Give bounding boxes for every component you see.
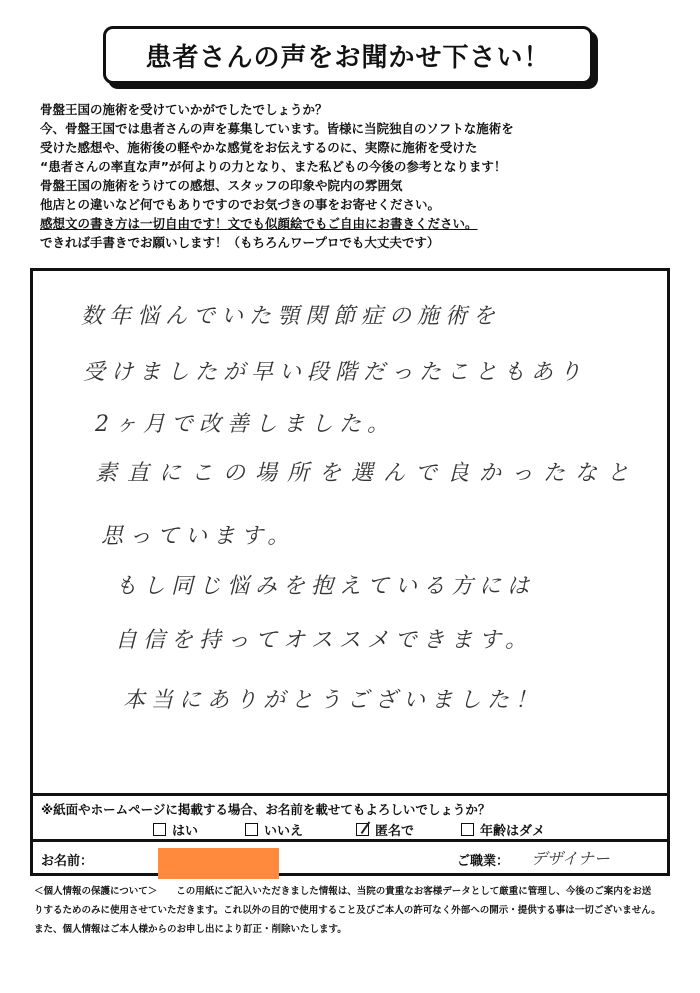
intro-line: “患者さんの率直な声”が何よりの力となり、また私どもの今後の参考となります！: [40, 159, 507, 174]
page-title: 患者さんの声をお聞かせ下さい！: [103, 26, 593, 84]
option-label: 匿名で: [375, 824, 415, 839]
privacy-line: ＜個人情報の保護について＞ この用紙にご記入いただきました情報は、当院の貴重なお客様データとして厳重に管理し、今後のご案内をお送: [34, 886, 652, 897]
option-label: 年齢はダメ: [480, 824, 546, 839]
job-label: ご職業：: [457, 854, 510, 869]
option-yes[interactable]: [153, 820, 198, 839]
job-value[interactable]: デザイナー: [531, 849, 610, 868]
feedback-form: [30, 268, 670, 876]
handwritten-line: もし同じ悩みを抱えている方には: [115, 574, 536, 599]
option-label: いいえ: [264, 824, 304, 839]
privacy-notice: [34, 882, 670, 939]
intro-text: [40, 100, 670, 252]
message-area[interactable]: [33, 271, 667, 796]
privacy-line: また、個人情報はご本人様からのお申し出により訂正・削除いたします。: [34, 924, 347, 935]
checkbox[interactable]: [153, 823, 166, 836]
intro-line: 骨盤王国の施術を受けていかがでしたでしょうか？: [40, 102, 328, 117]
consent-section: [33, 796, 667, 842]
option-no[interactable]: [245, 820, 303, 839]
handwritten-line: 本当にありがとうございました！: [123, 688, 544, 713]
intro-line: できれば手書きでお願いします！（もちろんワープロでも大丈夫です）: [40, 235, 440, 250]
handwritten-line: 素直にこの場所を選んで良かったなと: [95, 461, 640, 486]
intro-line: 今、骨盤王国では患者さんの声を募集しています。皆様に当院独自のソフトな施術を: [40, 121, 514, 136]
intro-line: 骨盤王国の施術をうけての感想、スタッフの印象や院内の雰囲気: [40, 178, 403, 193]
handwritten-line: 自信を持ってオススメできます。: [115, 628, 534, 653]
option-label: はい: [172, 824, 199, 839]
handwritten-line: 数年悩んでいた顎関節症の施術を: [81, 304, 502, 329]
consent-question: ※紙面やホームページに掲載する場合、お名前を載せてもよろしいでしょうか？: [41, 802, 491, 817]
name-label: お名前：: [41, 854, 94, 869]
handwritten-line: 受けましたが早い段階だったこともあり: [83, 360, 588, 385]
option-anonymous[interactable]: [356, 820, 414, 839]
checkbox[interactable]: [461, 823, 474, 836]
intro-line-underlined: 感想文の書き方は一切自由です！文でも似顔絵でもご自由にお書きください。: [40, 216, 478, 231]
intro-line: 他店との違いなど何でもありですのでお気づきの事をお寄せください。: [40, 197, 441, 212]
name-row: [33, 842, 667, 873]
handwritten-line: 2ヶ月で改善しました。: [95, 412, 395, 437]
privacy-line: りするためのみに使用させていただきます。これ以外の目的で使用すること及びご本人の許可なく外部への開示・提供する事は一切ございません。: [34, 905, 661, 916]
name-redaction: [158, 848, 279, 879]
checkbox-checked[interactable]: [356, 823, 369, 836]
intro-line: 受けた感想や、施術後の軽やかな感覚をお伝えするのに、実際に施術を受けた: [40, 140, 478, 155]
option-no-age[interactable]: [461, 820, 545, 839]
checkbox[interactable]: [245, 823, 258, 836]
handwritten-line: 思っています。: [101, 524, 296, 549]
